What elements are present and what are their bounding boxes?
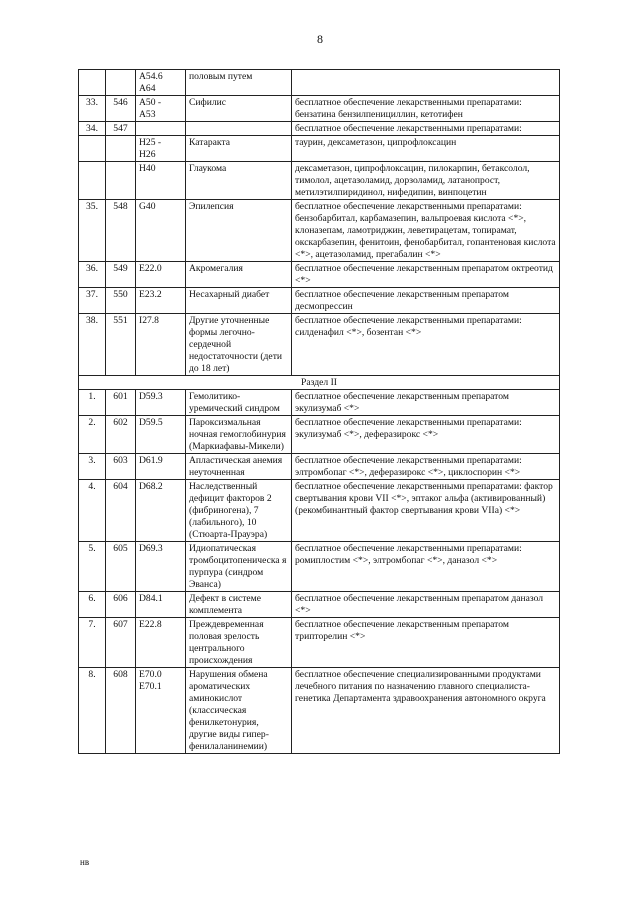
icd-code <box>136 314 186 376</box>
disease-name: Нарушения обмена ароматических аминокислот (классическая фенилкетонурия, другие виды гипер-фенилаланинемии) <box>186 668 292 754</box>
icd-code-line: E22.8 <box>139 619 162 630</box>
table-row <box>79 454 560 480</box>
icd-code <box>136 262 186 288</box>
icd-code <box>136 542 186 592</box>
icd-code <box>136 200 186 262</box>
treatment-text: бесплатное обеспечение специализированными продуктами лечебного питания по назначению главного специалиста-генетика Департамента здравоохранения автономного округа <box>292 668 560 754</box>
treatment-text: бесплатное обеспечение лекарственными препаратами: ромиплостим <*>, элтромбопаг <*>, даназол <*> <box>292 542 560 592</box>
treatment-text: таурин, дексаметазон, ципрофлоксацин <box>292 136 560 162</box>
table-row <box>79 262 560 288</box>
row-code: 606 <box>106 592 136 618</box>
disease-name: Преждевременная половая зрелость центрального происхождения <box>186 618 292 668</box>
icd-code-line: A50 - <box>139 97 162 108</box>
icd-code-line: E22.0 <box>139 263 162 274</box>
table-row <box>79 122 560 136</box>
treatment-text: бесплатное обеспечение лекарственным препаратом октреотид <*> <box>292 262 560 288</box>
disease-name: Акромегалия <box>186 262 292 288</box>
row-number: 7. <box>79 618 106 668</box>
row-code <box>106 70 136 96</box>
treatment-text: бесплатное обеспечение лекарственным препаратом экулизумаб <*> <box>292 390 560 416</box>
table-row <box>79 70 560 96</box>
table-body-part-1 <box>79 70 560 376</box>
row-code: 546 <box>106 96 136 122</box>
treatment-text <box>292 70 560 96</box>
disease-name: Другие уточненные формы легочно-сердечной недостаточности (дети до 18 лет) <box>186 314 292 376</box>
table-row <box>79 314 560 376</box>
icd-code-line: D69.3 <box>139 543 163 554</box>
section-title: Раздел II <box>79 376 560 390</box>
row-number: 6. <box>79 592 106 618</box>
disease-name: Несахарный диабет <box>186 288 292 314</box>
row-code: 604 <box>106 480 136 542</box>
row-code: 601 <box>106 390 136 416</box>
row-code: 550 <box>106 288 136 314</box>
row-number: 34. <box>79 122 106 136</box>
row-code: 547 <box>106 122 136 136</box>
icd-code <box>136 416 186 454</box>
disease-name: Гемолитико-уремический синдром <box>186 390 292 416</box>
row-code <box>106 162 136 200</box>
row-code: 602 <box>106 416 136 454</box>
icd-code <box>136 162 186 200</box>
treatment-text: бесплатное обеспечение лекарственными препаратами: экулизумаб <*>, деферазирокс <*> <box>292 416 560 454</box>
treatment-text: бесплатное обеспечение лекарственными препаратами: бензатина бензилпенициллин, кетотифен <box>292 96 560 122</box>
row-number: 4. <box>79 480 106 542</box>
icd-code-line: D61.9 <box>139 455 163 466</box>
icd-code-line: E70.0 <box>139 669 162 680</box>
table-row <box>79 668 560 754</box>
icd-code-line: D84.1 <box>139 593 163 604</box>
page-number: 8 <box>317 32 323 46</box>
treatment-text: бесплатное обеспечение лекарственными препаратами: <box>292 122 560 136</box>
table-body-part-2 <box>79 390 560 754</box>
treatment-text: дексаметазон, ципрофлоксацин, пилокарпин, бетаксолол, тимолол, ацетазоламид, дорзоламид, латанопрост, метилэтилпиридинол, нифедипин, винпоцетин <box>292 162 560 200</box>
row-number: 37. <box>79 288 106 314</box>
row-number <box>79 70 106 96</box>
treatment-text: бесплатное обеспечение лекарственным препаратом даназол <*> <box>292 592 560 618</box>
icd-code-line: G40 <box>139 201 156 212</box>
section-row <box>79 376 560 390</box>
disease-name: Глаукома <box>186 162 292 200</box>
row-code: 608 <box>106 668 136 754</box>
row-number: 38. <box>79 314 106 376</box>
icd-code <box>136 618 186 668</box>
icd-code-line: A54.6 <box>139 71 163 82</box>
row-number: 2. <box>79 416 106 454</box>
row-number: 3. <box>79 454 106 480</box>
icd-code <box>136 390 186 416</box>
icd-code <box>136 122 186 136</box>
row-number: 33. <box>79 96 106 122</box>
icd-code-line: D59.5 <box>139 417 163 428</box>
row-code: 607 <box>106 618 136 668</box>
disease-name <box>186 122 292 136</box>
row-number: 5. <box>79 542 106 592</box>
row-code: 551 <box>106 314 136 376</box>
row-code <box>106 136 136 162</box>
disease-name: Апластическая анемия неуточненная <box>186 454 292 480</box>
icd-code-line: A53 <box>139 109 156 120</box>
icd-code <box>136 70 186 96</box>
treatment-text: бесплатное обеспечение лекарственными препаратами: силденафил <*>, бозентан <*> <box>292 314 560 376</box>
table-row <box>79 618 560 668</box>
table-row <box>79 200 560 262</box>
table-row <box>79 288 560 314</box>
icd-code <box>136 454 186 480</box>
table-row <box>79 162 560 200</box>
disease-name: Пароксизмальная ночная гемоглобинурия (Маркиафавы-Микели) <box>186 416 292 454</box>
treatment-text: бесплатное обеспечение лекарственным препаратом трипторелин <*> <box>292 618 560 668</box>
icd-code-line: D59.3 <box>139 391 163 402</box>
icd-code-line: E23.2 <box>139 289 162 300</box>
icd-code <box>136 480 186 542</box>
section-header-row-group <box>79 376 560 390</box>
icd-code <box>136 592 186 618</box>
table-row <box>79 136 560 162</box>
table-row <box>79 416 560 454</box>
medication-table <box>78 69 560 754</box>
icd-code-line: H40 <box>139 163 156 174</box>
icd-code <box>136 136 186 162</box>
row-number: 36. <box>79 262 106 288</box>
icd-code-line: A64 <box>139 83 156 94</box>
icd-code <box>136 288 186 314</box>
treatment-text: бесплатное обеспечение лекарственными препаратами: фактор свертывания крови VII <*>, эптаког альфа (активированный) (рекомбинантный фактор свертывания крови VIIa) <*> <box>292 480 560 542</box>
row-number: 35. <box>79 200 106 262</box>
table-row <box>79 592 560 618</box>
icd-code-line: H26 <box>139 149 156 160</box>
treatment-text: бесплатное обеспечение лекарственными препаратами: элтромбопаг <*>, деферазирокс <*>, циклоспорин <*> <box>292 454 560 480</box>
icd-code <box>136 96 186 122</box>
row-code: 603 <box>106 454 136 480</box>
footer-initials: нв <box>80 857 90 867</box>
row-code: 605 <box>106 542 136 592</box>
row-number <box>79 162 106 200</box>
row-code: 548 <box>106 200 136 262</box>
icd-code-line: H25 - <box>139 137 162 148</box>
row-code: 549 <box>106 262 136 288</box>
row-number: 8. <box>79 668 106 754</box>
row-number: 1. <box>79 390 106 416</box>
disease-name: Катаракта <box>186 136 292 162</box>
disease-name: Сифилис <box>186 96 292 122</box>
icd-code-line: I27.8 <box>139 315 159 326</box>
icd-code <box>136 668 186 754</box>
disease-name: Наследственный дефицит факторов 2 (фибриногена), 7 (лабильного), 10 (Стюарта-Прауэра) <box>186 480 292 542</box>
disease-name: Идиопатическая тромбоцитопеническа я пурпура (синдром Эванса) <box>186 542 292 592</box>
table-row <box>79 96 560 122</box>
icd-code-line: E70.1 <box>139 681 162 692</box>
table-row <box>79 480 560 542</box>
disease-name: половым путем <box>186 70 292 96</box>
treatment-text: бесплатное обеспечение лекарственными препаратами: бензобарбитал, карбамазепин, вальпроевая кислота <*>, клоназепам, ламотриджин, леветирацетам, топирамат, окскарбазепин, фенитоин, фенобарбитал, гопантеновая кислота <*>, ацетазоламид, прегабалин <*> <box>292 200 560 262</box>
table-row <box>79 542 560 592</box>
disease-name: Дефект в системе комплемента <box>186 592 292 618</box>
disease-name: Эпилепсия <box>186 200 292 262</box>
table-row <box>79 390 560 416</box>
treatment-text: бесплатное обеспечение лекарственным препаратом десмопрессин <box>292 288 560 314</box>
row-number <box>79 136 106 162</box>
icd-code-line: D68.2 <box>139 481 163 492</box>
